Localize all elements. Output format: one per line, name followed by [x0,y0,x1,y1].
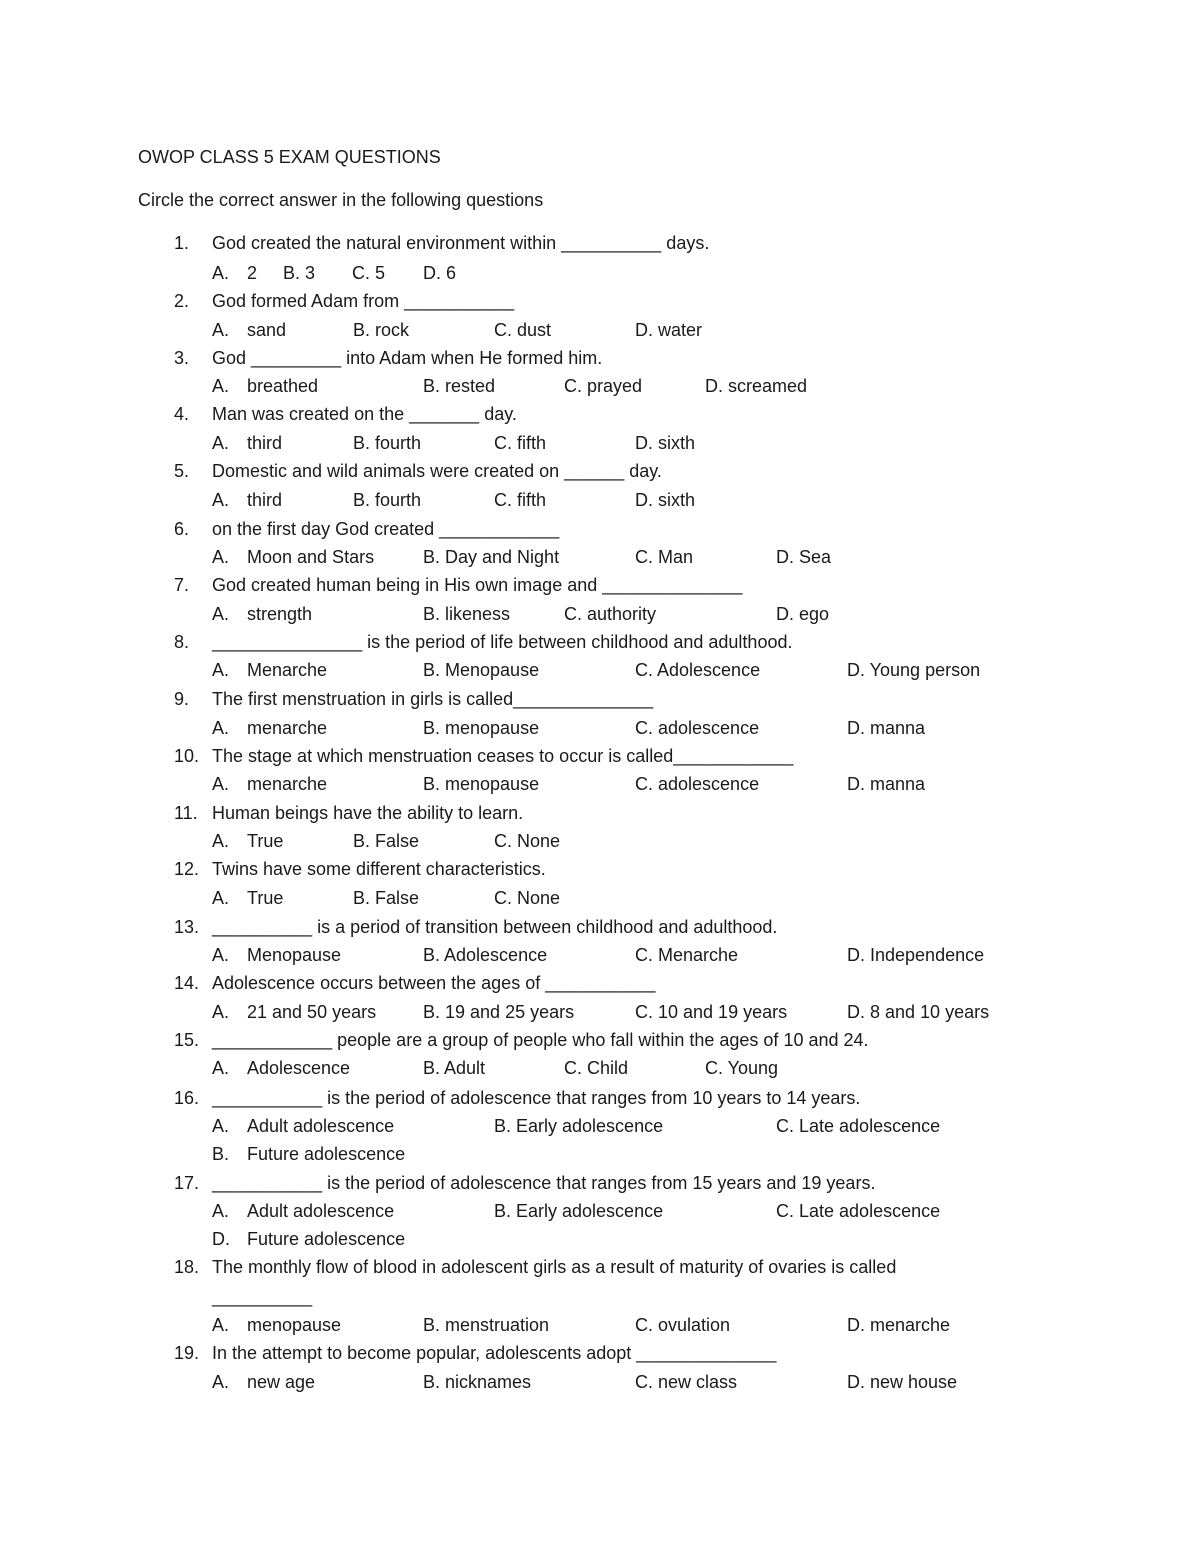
option-a-letter: A. [212,718,230,738]
question-number: 11. [174,803,198,823]
question-text: God created human being in His own image and ______________ [212,575,743,595]
option-b: B. Menopause [423,660,540,680]
option-d: D. water [635,320,703,340]
option-d: D. sixth [635,433,696,453]
option-a-letter: A. [212,1116,230,1136]
question-text: God created the natural environment within __________ days. [212,233,710,253]
option-a: 21 and 50 years [247,1002,377,1022]
option-a: Menopause [247,945,342,965]
option-d-letter: D. [212,1229,230,1249]
option-b: B. 19 and 25 years [423,1002,575,1022]
option-d: D. Sea [776,547,832,567]
option-d: D. ego [776,604,830,624]
option-d: D. menarche [847,1315,951,1335]
option-d: D. sixth [635,490,696,510]
question-text: The stage at which menstruation ceases to occur is called____________ [212,746,794,766]
question-text: ___________ is the period of adolescence that ranges from 15 years and 19 years. [212,1173,876,1193]
question-text: God _________ into Adam when He formed him. [212,348,603,368]
option-a: True [247,831,284,851]
option-a-letter: A. [212,774,230,794]
question-text: Human beings have the ability to learn. [212,803,524,823]
option-b: B. fourth [353,490,422,510]
option-c: C. prayed [564,376,643,396]
option-d: D. Independence [847,945,985,965]
option-b: B. rock [353,320,410,340]
question-text: Domestic and wild animals were created on ______ day. [212,461,662,481]
option-a: new age [247,1372,316,1392]
option-c: C. None [494,888,561,908]
option-c: C. 10 and 19 years [635,1002,788,1022]
instruction-text: Circle the correct answer in the following questions [138,190,544,210]
option-b: B. likeness [423,604,511,624]
option-c: C. authority [564,604,657,624]
option-a: Adult adolescence [247,1116,395,1136]
option-a: third [247,433,283,453]
question-text: Man was created on the _______ day. [212,404,517,424]
option-a: menarche [247,774,328,794]
question-number: 7. [174,575,190,595]
option-c: C. fifth [494,433,547,453]
question-text: _______________ is the period of life between childhood and adulthood. [212,632,793,652]
option-c: C. fifth [494,490,547,510]
option-a-letter: A. [212,1201,230,1221]
question-text: In the attempt to become popular, adolescents adopt ______________ [212,1343,777,1363]
question-number: 5. [174,461,190,481]
option-a-letter: A. [212,1372,230,1392]
option-c: C. Menarche [635,945,739,965]
option-c: C. Late adolescence [776,1201,941,1221]
question-text: on the first day God created ____________ [212,519,560,539]
question-number: 18. [174,1257,200,1277]
question-number: 9. [174,689,190,709]
option-b: B. Adult [423,1058,486,1078]
option-d-letter: B. [212,1144,230,1164]
question-text: __________ is a period of transition between childhood and adulthood. [212,917,778,937]
question-text-continued: __________ [212,1287,313,1307]
question-number: 14. [174,973,200,993]
option-a-letter: A. [212,604,230,624]
option-a: strength [247,604,313,624]
option-a: Adult adolescence [247,1201,395,1221]
question-text: Twins have some different characteristics. [212,859,546,879]
option-d: D. 8 and 10 years [847,1002,990,1022]
option-d: D. 6 [423,263,457,283]
option-a-letter: A. [212,490,230,510]
option-c: C. Child [564,1058,629,1078]
question-text: God formed Adam from ___________ [212,291,515,311]
question-number: 1. [174,233,190,253]
option-b: B. fourth [353,433,422,453]
question-text: ____________ people are a group of people who fall within the ages of 10 and 24. [212,1030,869,1050]
question-text: The first menstruation in girls is called______________ [212,689,654,709]
option-d: D. screamed [705,376,808,396]
option-b: B. nicknames [423,1372,532,1392]
option-c: C. dust [494,320,552,340]
option-d: C. Young [705,1058,779,1078]
option-d: D. manna [847,774,926,794]
question-number: 13. [174,917,200,937]
option-d: Future adolescence [247,1229,406,1249]
option-a-letter: A. [212,376,230,396]
question-number: 12. [174,859,200,879]
question-number: 8. [174,632,190,652]
option-c: C. ovulation [635,1315,731,1335]
question-text: The monthly flow of blood in adolescent girls as a result of maturity of ovaries is called [212,1257,897,1277]
option-b: B. menopause [423,774,540,794]
question-number: 2. [174,291,190,311]
option-b: B. Adolescence [423,945,548,965]
option-a: True [247,888,284,908]
option-a: Adolescence [247,1058,351,1078]
option-d: D. new house [847,1372,958,1392]
option-a: sand [247,320,287,340]
option-c: C. Late adolescence [776,1116,941,1136]
option-c: C. Man [635,547,694,567]
option-c: C. new class [635,1372,738,1392]
option-b: B. menopause [423,718,540,738]
question-number: 4. [174,404,190,424]
option-c: C. adolescence [635,718,760,738]
option-c: C. 5 [352,263,386,283]
option-d: Future adolescence [247,1144,406,1164]
option-a: menopause [247,1315,342,1335]
option-a-letter: A. [212,1315,230,1335]
option-a-letter: A. [212,263,230,283]
option-a-letter: A. [212,1002,230,1022]
option-b: B. rested [423,376,496,396]
option-b: B. Day and Night [423,547,560,567]
option-b: B. Early adolescence [494,1201,664,1221]
option-a-letter: A. [212,433,230,453]
option-b: B. Early adolescence [494,1116,664,1136]
option-a-letter: A. [212,945,230,965]
option-a-letter: A. [212,320,230,340]
question-number: 17. [174,1173,200,1193]
option-c: C. None [494,831,561,851]
option-a-letter: A. [212,831,230,851]
question-number: 19. [174,1343,200,1363]
question-number: 6. [174,519,190,539]
option-a: breathed [247,376,319,396]
option-b: B. 3 [283,263,316,283]
question-number: 3. [174,348,190,368]
option-b: B. False [353,888,420,908]
option-b: B. False [353,831,420,851]
question-text: Adolescence occurs between the ages of ___________ [212,973,656,993]
option-a: 2 [247,263,258,283]
option-c: C. Adolescence [635,660,761,680]
option-d: D. Young person [847,660,981,680]
option-a: third [247,490,283,510]
option-a-letter: A. [212,547,230,567]
option-a: Moon and Stars [247,547,375,567]
question-text: ___________ is the period of adolescence that ranges from 10 years to 14 years. [212,1088,861,1108]
question-number: 10. [174,746,200,766]
question-number: 16. [174,1088,200,1108]
option-a: menarche [247,718,328,738]
option-a-letter: A. [212,1058,230,1078]
option-c: C. adolescence [635,774,760,794]
option-a-letter: A. [212,660,230,680]
question-number: 15. [174,1030,200,1050]
page-title: OWOP CLASS 5 EXAM QUESTIONS [138,147,441,167]
option-a: Menarche [247,660,328,680]
option-d: D. manna [847,718,926,738]
option-a-letter: A. [212,888,230,908]
option-b: B. menstruation [423,1315,550,1335]
